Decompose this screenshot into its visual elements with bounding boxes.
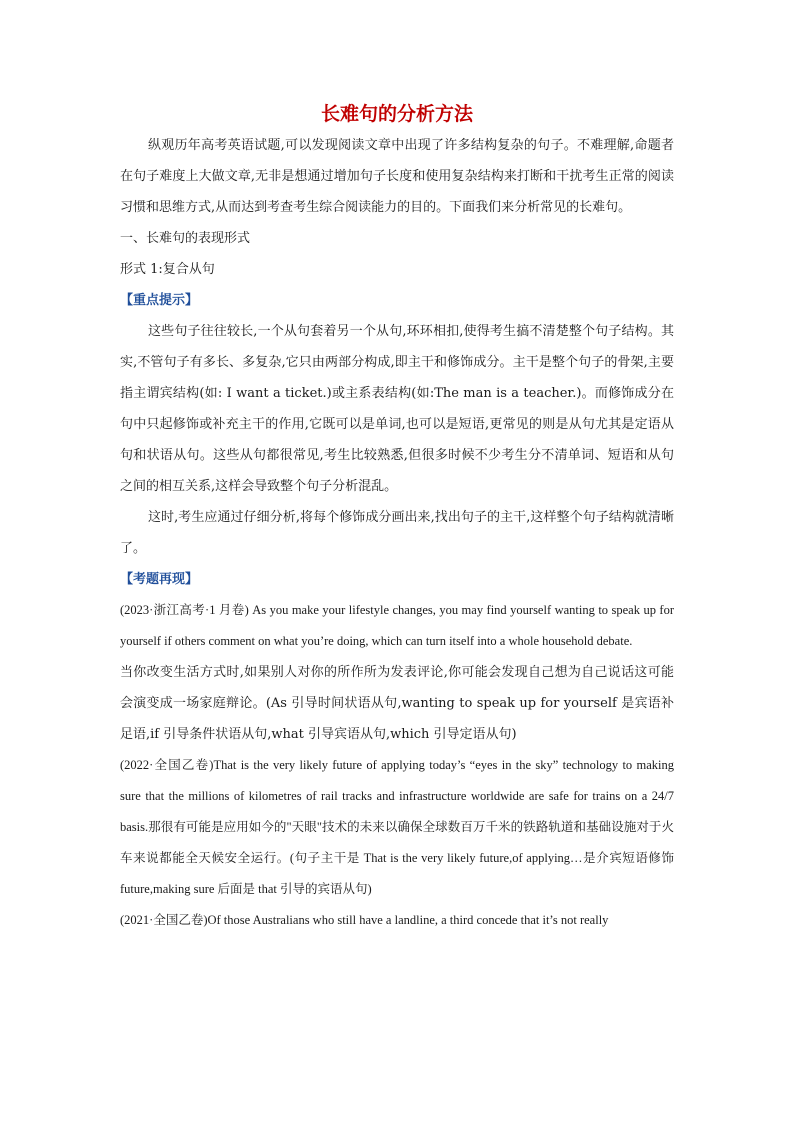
intro-paragraph: 纵观历年高考英语试题,可以发现阅读文章中出现了许多结构复杂的句子。不难理解,命题者在句子难度上大做文章,无非是想通过增加句子长度和使用复杂结构来打断和干扰考生正常的阅读习惯和思维方式,从而达到考查考生综合阅读能力的目的。下面我们来分析常见的长难句。 bbox=[120, 138, 674, 215]
tip-paragraph-1: 这些句子往往较长,一个从句套着另一个从句,环环相扣,使得考生搞不清楚整个句子结构。其实,不管句子有多长、多复杂,它只由两部分构成,即主干和修饰成分。主干是整个句子的骨架,主要指主谓宾结构(如: I want a ticket.)或主系表结构(如:The man is a teacher.)。而修饰成分在句中只起修饰或补充主干的作用,它既可以是单词,也可以是短语,更常见的则是从句尤其是定语从句和状语从句。这些从句都很常见,考生比较熟悉,但很多时候不少考生分不清单词、短语和从句之间的相互关系,这样会导致整个句子分析混乱。 bbox=[120, 324, 674, 494]
document-title: 长难句的分析方法 bbox=[320, 103, 473, 125]
section-heading: 一、长难句的表现形式 bbox=[120, 231, 251, 246]
key-tip-label: 【重点提示】 bbox=[120, 293, 199, 308]
example-3: (2021·全国乙卷)Of those Australians who still have a landline, a third concede that it’s not really bbox=[120, 913, 609, 927]
form-heading: 形式 1:复合从句 bbox=[120, 262, 215, 277]
example-1-english: (2023·浙江高考·1 月卷) As you make your lifestyle changes, you may find yourself wanting to speak up for yourself if others comment on what you’re doing, which can turn itself into a whole household debate. bbox=[120, 603, 674, 648]
example-1-chinese: 当你改变生活方式时,如果别人对你的所作所为发表评论,你可能会发现自己想为自己说话这可能会演变成一场家庭辩论。(As 引导时间状语从句,wanting to speak up for yourself 是宾语补足语,if 引导条件状语从句,what 引导宾语从句,which 引导定语从句) bbox=[120, 665, 674, 742]
example-2: (2022·全国乙卷)That is the very likely future of applying today’s “eyes in the sky” technology to making sure that the millions of kilometres of rail tracks and infrastructure worldwide are safe for trains on a 24/7 basis.那很有可能是应用如今的"天眼"技术的未来以确保全球数百万千米的铁路轨道和基础设施对于火车来说都能全天候安全运行。(句子主干是 That is the very likely future,of applying…是介宾短语修饰 future,making sure 后面是 that 引导的宾语从句) bbox=[120, 758, 674, 896]
tip-paragraph-2: 这时,考生应通过仔细分析,将每个修饰成分画出来,找出句子的主干,这样整个句子结构就清晰了。 bbox=[120, 510, 674, 556]
exam-label: 【考题再现】 bbox=[120, 572, 199, 587]
